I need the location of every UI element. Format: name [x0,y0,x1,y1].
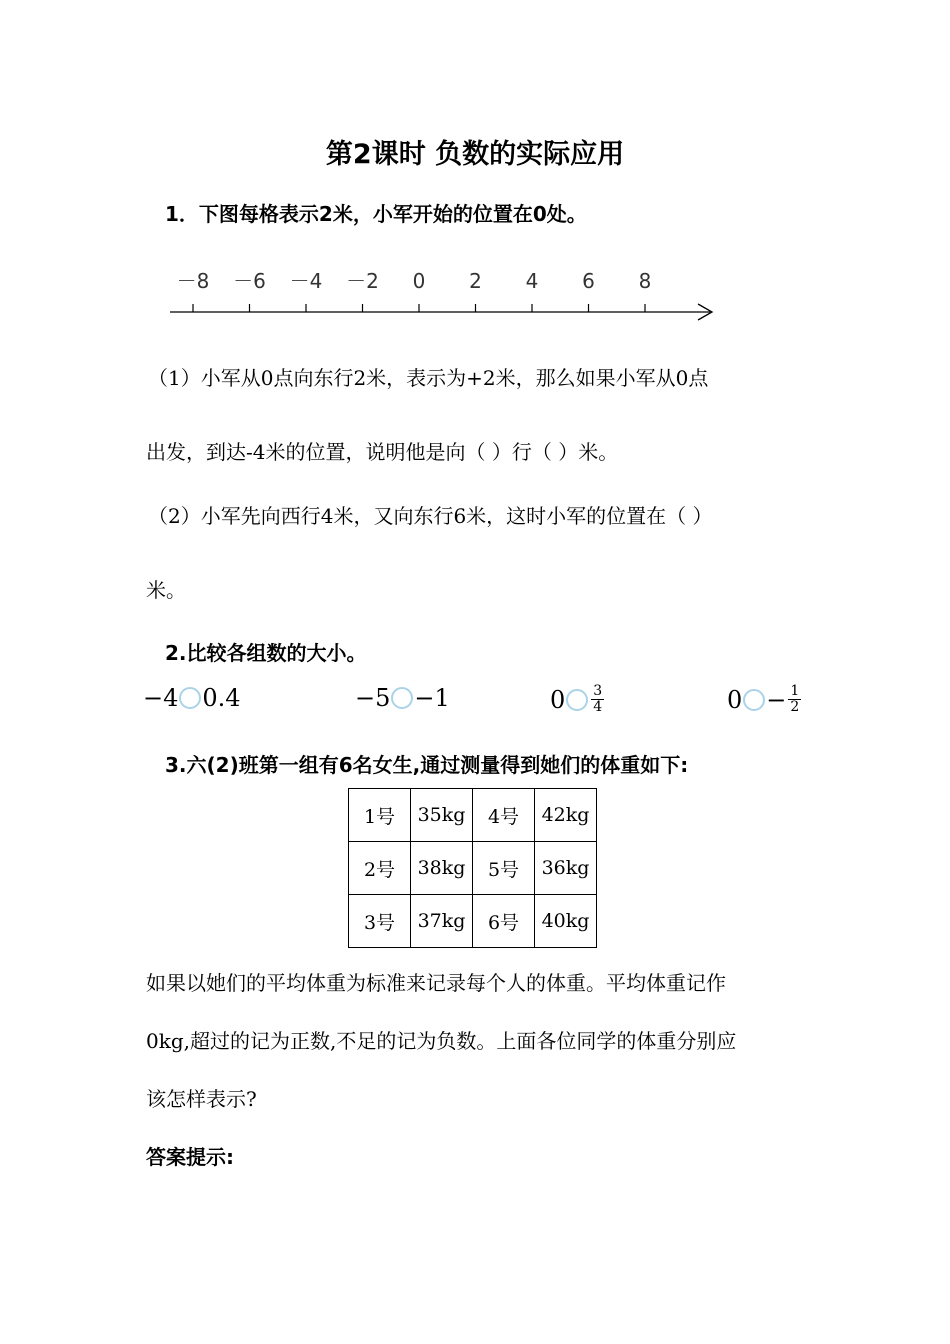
question-1-prompt: 1．下图每格表示2米，小军开始的位置在0处。 [165,202,587,226]
compare-circle[interactable] [566,689,588,711]
number-line-label: －4 [289,269,323,293]
q3-body-line2: 0kg,超过的记为正数,不足的记为负数。上面各位同学的体重分别应 [146,1029,737,1053]
question-3-prompt: 3.六(2)班第一组有6名女生,通过测量得到她们的体重如下: [165,753,689,777]
number-line-label: －2 [346,269,379,293]
table-row [349,895,597,948]
table-cell: 35kg [411,789,473,842]
q1-sub1-line2: 出发，到达-4米的位置，说明他是向（ ）行（ ）米。 [146,440,619,464]
question-2-prompt: 2.比较各组数的大小。 [165,641,367,665]
table-cell: 2号 [349,842,411,895]
q1-sub2-line1: （2）小军先向西行4米，又向东行6米，这时小军的位置在（ ） [148,504,713,528]
table-cell: 37kg [411,895,473,948]
compare-circle[interactable] [743,689,765,711]
fraction-numerator: 1 [790,683,800,699]
compare-right: 0.4 [202,684,241,712]
table-row [349,842,597,895]
q1-sub1-line1: （1）小军从0点向东行2米，表示为+2米，那么如果小军从0点 [148,366,709,390]
fraction [591,684,604,715]
q3-body-line3: 该怎样表示? [146,1087,257,1111]
number-line-label: 0 [412,269,426,293]
number-line [160,262,730,332]
table-cell: 4号 [473,789,535,842]
page-title: 第2课时 负数的实际应用 [325,139,625,170]
compare-left: −5 [355,684,391,712]
table-cell: 36kg [535,842,597,895]
compare-circle[interactable] [179,687,201,709]
compare-item-2 [355,684,450,712]
fraction [788,684,801,715]
number-line-label: 8 [638,269,652,293]
compare-circle[interactable] [391,687,413,709]
number-line-label: 6 [582,269,595,293]
compare-item-4 [727,684,801,715]
table-cell: 5号 [473,842,535,895]
answer-heading: 答案提示: [146,1145,234,1169]
table-cell: 3号 [349,895,411,948]
table-cell: 40kg [535,895,597,948]
fraction-numerator: 3 [593,683,603,699]
table-cell: 6号 [473,895,535,948]
compare-left: 0 [550,685,566,714]
fraction-denominator: 4 [593,699,603,715]
number-line-label: －8 [176,269,210,293]
number-line-label: 2 [469,269,482,293]
compare-right: −1 [414,684,450,712]
compare-item-3 [550,684,604,715]
fraction-denominator: 2 [790,699,800,715]
number-line-label: －6 [233,269,266,293]
compare-left: −4 [143,684,179,712]
table-cell: 38kg [411,842,473,895]
q3-body-line1: 如果以她们的平均体重为标准来记录每个人的体重。平均体重记作 [146,971,726,995]
number-line-label: 4 [525,269,539,293]
q1-sub2-line2: 米。 [146,578,186,602]
compare-left: 0 [727,685,743,714]
weights-table [348,788,597,948]
table-cell: 42kg [535,789,597,842]
compare-right-sign: − [766,685,787,714]
table-cell: 1号 [349,789,411,842]
compare-item-1 [143,684,241,712]
table-row [349,789,597,842]
